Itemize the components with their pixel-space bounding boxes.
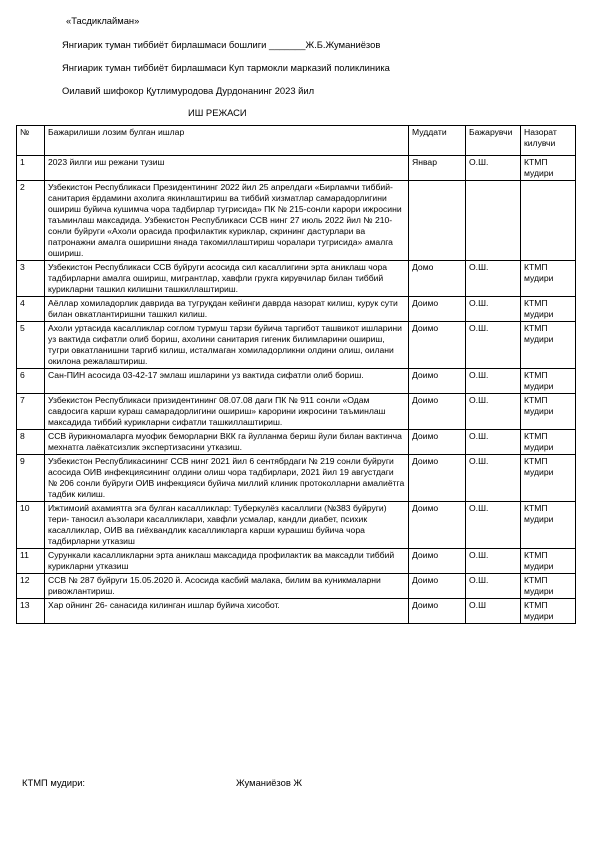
row-number: 5 xyxy=(17,322,45,369)
table-row xyxy=(17,369,576,394)
task-cell: Аёллар хомиладорлик даврида ва тугруқдан кейинги даврда назорат килиш, курук сути билан овкатлантиришни ташкил килиш. xyxy=(45,297,409,322)
executor-cell: О.Ш. xyxy=(466,261,521,297)
executor-cell: О.Ш. xyxy=(466,322,521,369)
header-supervisor: Назорат килувчи xyxy=(521,126,576,156)
supervisor-cell: КТМП мудири xyxy=(521,322,576,369)
executor-cell: О.Ш. xyxy=(466,574,521,599)
supervisor-cell: КТМП мудири xyxy=(521,261,576,297)
row-number: 2 xyxy=(17,181,45,261)
executor-cell: О.Ш. xyxy=(466,297,521,322)
header-task: Бажарилиши лозим булган ишлар xyxy=(45,126,409,156)
row-number: 6 xyxy=(17,369,45,394)
table-row xyxy=(17,394,576,430)
header-number: № xyxy=(17,126,45,156)
task-cell: Сурункали касалликларни эрта аниклаш максадида профилактик ва максадли тиббий курикларни утказиш xyxy=(45,549,409,574)
task-cell: Узбекистон Республикаси ССВ буйруги асосида сил касаллигини эрта аниклаш чора тадбирларни амалга ошириш, мигрантлар, хавфли грукга кирувчилар билан тиббий курикларни ташкил килишни ташкиллаштириш. xyxy=(45,261,409,297)
approval-stamp-text: «Тасдиклайман» xyxy=(66,15,140,26)
deadline-cell: Доимо xyxy=(409,574,466,599)
deadline-cell: Доимо xyxy=(409,502,466,549)
task-cell: Узбекистон Республикаси призидентининг 08.07.08 даги ПК № 911 сонли «Одам савдосига карши кураш самарадорлигини ошириш» карорини ижросини таъминлаш максадида тиббий курикларни сифатли ташкиллаштириш. xyxy=(45,394,409,430)
task-cell: Сан-ПИН асосида 03-42-17 эмлаш ишларини уз вактида сифатли олиб бориш. xyxy=(45,369,409,394)
table-row xyxy=(17,574,576,599)
header-deadline: Муддати xyxy=(409,126,466,156)
deadline-cell: Доимо xyxy=(409,549,466,574)
task-cell: Узбекистон Республикасининг ССВ нинг 2021 йил 6 сентябрдаги № 219 сонли буйруги асосида ОИВ инфекциясининг олдини олиш чора тадбирлари, 2021 йил 19 августдаги № 206 сонли буйруги ОИВ инфекцияси буйича миллий клиник протоколларни амалиётга тадбик килиш. xyxy=(45,455,409,502)
document-title: ИШ РЕЖАСИ xyxy=(188,107,247,118)
table-row xyxy=(17,599,576,624)
work-plan-table xyxy=(16,125,576,624)
row-number: 7 xyxy=(17,394,45,430)
table-row xyxy=(17,297,576,322)
supervisor-cell: КТМП мудири xyxy=(521,599,576,624)
institution-line: Янгиарик туман тиббиёт бирлашмаси Куп тармокли марказий поликлиника xyxy=(62,62,390,73)
executor-cell: О.Ш. xyxy=(466,394,521,430)
deadline-cell: Доимо xyxy=(409,322,466,369)
task-cell: ССВ йурикномаларга муофик беморларни ВКК га йулланма бериш йули билан вактинча мехнатга лаёкатсизлик экспертизасини утказиш. xyxy=(45,430,409,455)
deadline-cell: Доимо xyxy=(409,394,466,430)
table-row xyxy=(17,181,576,261)
table-row xyxy=(17,502,576,549)
row-number: 12 xyxy=(17,574,45,599)
table-row xyxy=(17,430,576,455)
supervisor-cell: КТМП мудири xyxy=(521,297,576,322)
deadline-cell xyxy=(409,181,466,261)
row-number: 10 xyxy=(17,502,45,549)
executor-cell: О.Ш. xyxy=(466,369,521,394)
approver-line: Янгиарик туман тиббиёт бирлашмаси бошлиги _______Ж.Б.Жуманиёзов xyxy=(62,39,381,50)
executor-cell xyxy=(466,181,521,261)
row-number: 9 xyxy=(17,455,45,502)
deadline-cell: Доимо xyxy=(409,369,466,394)
table-row xyxy=(17,549,576,574)
deadline-cell: Январ xyxy=(409,156,466,181)
table-row xyxy=(17,156,576,181)
row-number: 4 xyxy=(17,297,45,322)
supervisor-cell: КТМП мудири xyxy=(521,549,576,574)
physician-line: Оилавий шифокор Қутлимуродова Дурдонанинг 2023 йил xyxy=(62,85,315,96)
supervisor-cell: КТМП мудири xyxy=(521,574,576,599)
signature-position: КТМП мудири: xyxy=(22,777,86,788)
supervisor-cell: КТМП мудири xyxy=(521,156,576,181)
supervisor-cell: КТМП мудири xyxy=(521,394,576,430)
row-number: 8 xyxy=(17,430,45,455)
row-number: 11 xyxy=(17,549,45,574)
supervisor-cell: КТМП мудири xyxy=(521,430,576,455)
task-cell: Хар ойнинг 26- санасида килинган ишлар буйича хисобот. xyxy=(45,599,409,624)
deadline-cell: Домо xyxy=(409,261,466,297)
executor-cell: О.Ш. xyxy=(466,549,521,574)
supervisor-cell: КТМП мудири xyxy=(521,502,576,549)
executor-cell: О.Ш. xyxy=(466,455,521,502)
deadline-cell: Доимо xyxy=(409,455,466,502)
supervisor-cell: КТМП мудири xyxy=(521,369,576,394)
deadline-cell: Доимо xyxy=(409,430,466,455)
row-number: 1 xyxy=(17,156,45,181)
task-cell: Узбекистон Республикаси Президентининг 2022 йил 25 апрелдаги «Бирламчи тиббий-санитария ёрдамини ахолига якинлаштириш ва тиббий хизматлар самарадорлигини ошириш буйича кушимча чора тадбирлар тугрисида» ПК № 215-сонли карори ижросини таъминлаш максадида. Узбекистон Республикаси ССВ нинг 27 июль 2022 йил № 210-сонли буйруги «Ахоли орасида профилактик куриклар, скрининг дастурлари ва патронажни амалга оширишни янада такомиллаштириш чоралари тугрисида» амалга ошириш. xyxy=(45,181,409,261)
deadline-cell: Доимо xyxy=(409,297,466,322)
executor-cell: О.Ш xyxy=(466,599,521,624)
row-number: 13 xyxy=(17,599,45,624)
executor-cell: О.Ш. xyxy=(466,156,521,181)
deadline-cell: Доимо xyxy=(409,599,466,624)
signature-name: Жуманиёзов Ж xyxy=(236,777,303,788)
table-row xyxy=(17,455,576,502)
task-cell: Ижтимоий ахамиятга эга булган касалликлар: Туберкулёз касаллиги (№383 буйруги) тери- таносил аъзолари касалликлари, хавфли усмалар, кандли диабет, психик касалликлар, ОИВ ва гиёхвандлик касалликларга карши курашиш буйича чора тадбирларни утказиш xyxy=(45,502,409,549)
supervisor-cell: КТМП мудири xyxy=(521,455,576,502)
table-header-row xyxy=(17,126,576,156)
task-cell: ССВ № 287 буйруги 15.05.2020 й. Асосида касбий малака, билим ва куникмаларни ривожлантириш. xyxy=(45,574,409,599)
row-number: 3 xyxy=(17,261,45,297)
supervisor-cell xyxy=(521,181,576,261)
table-row xyxy=(17,261,576,297)
header-executor: Бажарувчи xyxy=(466,126,521,156)
executor-cell: О.Ш. xyxy=(466,502,521,549)
task-cell: 2023 йилги иш режани тузиш xyxy=(45,156,409,181)
table-row xyxy=(17,322,576,369)
task-cell: Ахоли уртасида касалликлар соглом турмуш тарзи буйича таргибот ташвикот ишларини уз вактида сифатли олиб бориш, ахолини санитария гигеник билимларини ошириш, тугри овкатланишни таргиб килиш, исталмаган хомиладорликни олдини олиш, оилани окилона режалаштириш. xyxy=(45,322,409,369)
executor-cell: О.Ш. xyxy=(466,430,521,455)
